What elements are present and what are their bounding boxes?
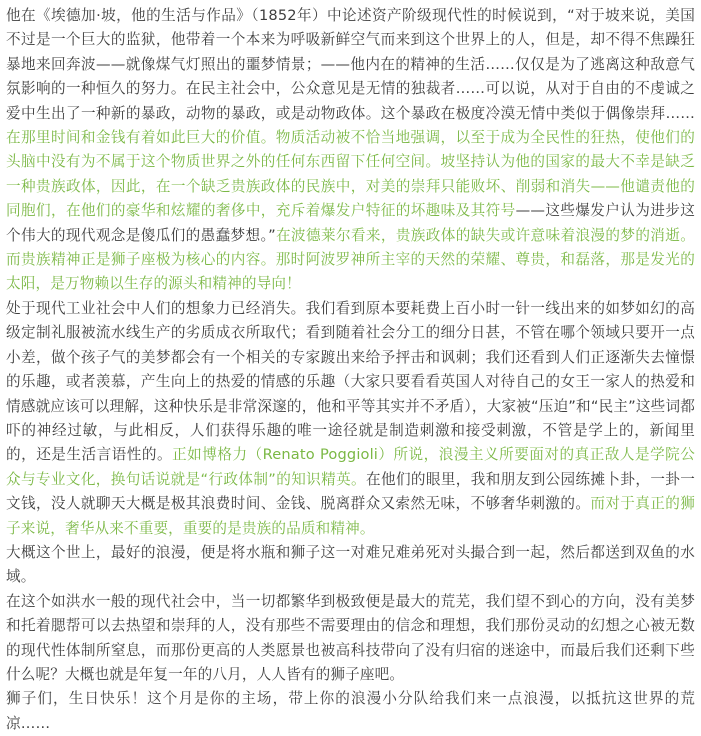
- paragraph-text: 在这个如洪水一般的现代社会中，当一切都繁华到极致便是最大的荒芜，我们望不到心的方向，没有美梦和托着腮帮可以去热望和崇拜的人，没有那些不需要理由的信念和理想，我们那份灵动的幻想之心被无数的现代性体制所窒息，而那份更高的人类愿景也被高科技带向了没有归宿的迷途中，而最后我们还剩下些什么呢？大概也就是年复一年的八月，人人皆有的狮子座吧。: [6, 592, 695, 683]
- paragraph: [6, 541, 695, 590]
- paragraph-text: 大概这个世上，最好的浪漫，便是将水瓶和狮子这一对难兄难弟死对头撮合到一起，然后都送到双鱼的水域。: [6, 543, 695, 586]
- paragraph: [6, 687, 695, 736]
- paragraph: [6, 297, 695, 541]
- article-body: [6, 4, 695, 736]
- paragraph-text: ——这些爆发户认为进步这个伟大的现代观念是傻瓜们的愚蠢梦想。”: [6, 202, 695, 244]
- paragraph-text: 在他们的眼里，我和朋友到公园练摊卜卦，一卦一文钱，没人就聊天大概是极其浪费时间、金钱、脱离群众又索然无味，不够奢华刺激的。: [6, 470, 695, 513]
- paragraph: [6, 590, 695, 688]
- highlighted-text: 在波德莱尔看来，贵族政体的缺失或许意味着浪漫的梦的消逝。而贵族精神正是狮子座极为核心的内容。那时阿波罗神所主宰的天然的荣耀、尊贵，和磊落，那是发光的太阳，是万物赖以生存的源头和精神的导向！: [6, 226, 695, 293]
- highlighted-text: 在那里时间和金钱有着如此巨大的价值。物质活动被不恰当地强调，以至于成为全民性的狂热，使他们的头脑中没有为不属于这个物质世界之外的任何东西留下任何空间。坡坚持认为他的国家的最大不幸是缺乏一种贵族政体，因此，在一个缺乏贵族政体的民族中，对美的崇拜只能败坏、削弱和消失——他谴责他的同胞们，在他们的豪华和炫耀的奢侈中，充斥着爆发户特征的坏趣味及其符号: [6, 129, 695, 220]
- highlighted-text: 正如博格力（Renato Poggioli）所说，浪漫主义所要面对的真正敌人是学院公众与专业文化，换句话说就是“行政体制”的知识精英。: [6, 446, 696, 488]
- highlighted-text: 而对于真正的狮子来说，奢华从来不重要，重要的是贵族的品质和精神。: [6, 495, 695, 537]
- paragraph: [6, 4, 695, 297]
- paragraph-text: 他在《埃德加·坡，他的生活与作品》（1852年）中论述资产阶级现代性的时候说到，“对于坡来说，美国不过是一个巨大的监狱，他带着一个本来为呼吸新鲜空气而来到这个世界上的人，但是，却不得不焦躁狂暴地来回奔波——就像煤气灯照出的噩梦情景；——他内在的精神的生活……仅仅是为了逃离这种敌意气氛影响的一种恒久的努力。在民主社会中，公众意见是无情的独裁者……可以说，从对于自由的不虔诚之爱中生出了一种新的暴政，动物的暴政，或是动物政体。这个暴政在极度冷漠无情中类似于偶像崇拜……: [6, 7, 695, 122]
- paragraph-text: 狮子们，生日快乐！这个月是你的主场，带上你的浪漫小分队给我们来一点浪漫，以抵抗这世界的荒凉……: [6, 690, 695, 732]
- paragraph-text: 处于现代工业社会中人们的想象力已经消失。我们看到原本要耗费上百小时一针一线出来的如梦如幻的高级定制礼服被流水线生产的劣质成衣所取代；看到随着社会分工的细分日甚，不管在哪个领域只要开一点小差，做个孩子气的美梦都会有一个相关的专家踱出来给予抨击和讽刺；我们还看到人们正逐渐失去憧憬的乐趣，或者羡慕，产生向上的热爱的情感的乐趣（大家只要看看英国人对待自己的女王一家人的热爱和情感就应该可以理解，这种快乐是非常深邃的，他和平等其实并不矛盾），大家被“压迫”和“民主”这些词都吓的神经过敏，与此相反，人们获得乐趣的唯一途径就是制造刺激和接受刺激，不管是学上的，新闻里的，还是生活言语性的。: [6, 299, 695, 464]
